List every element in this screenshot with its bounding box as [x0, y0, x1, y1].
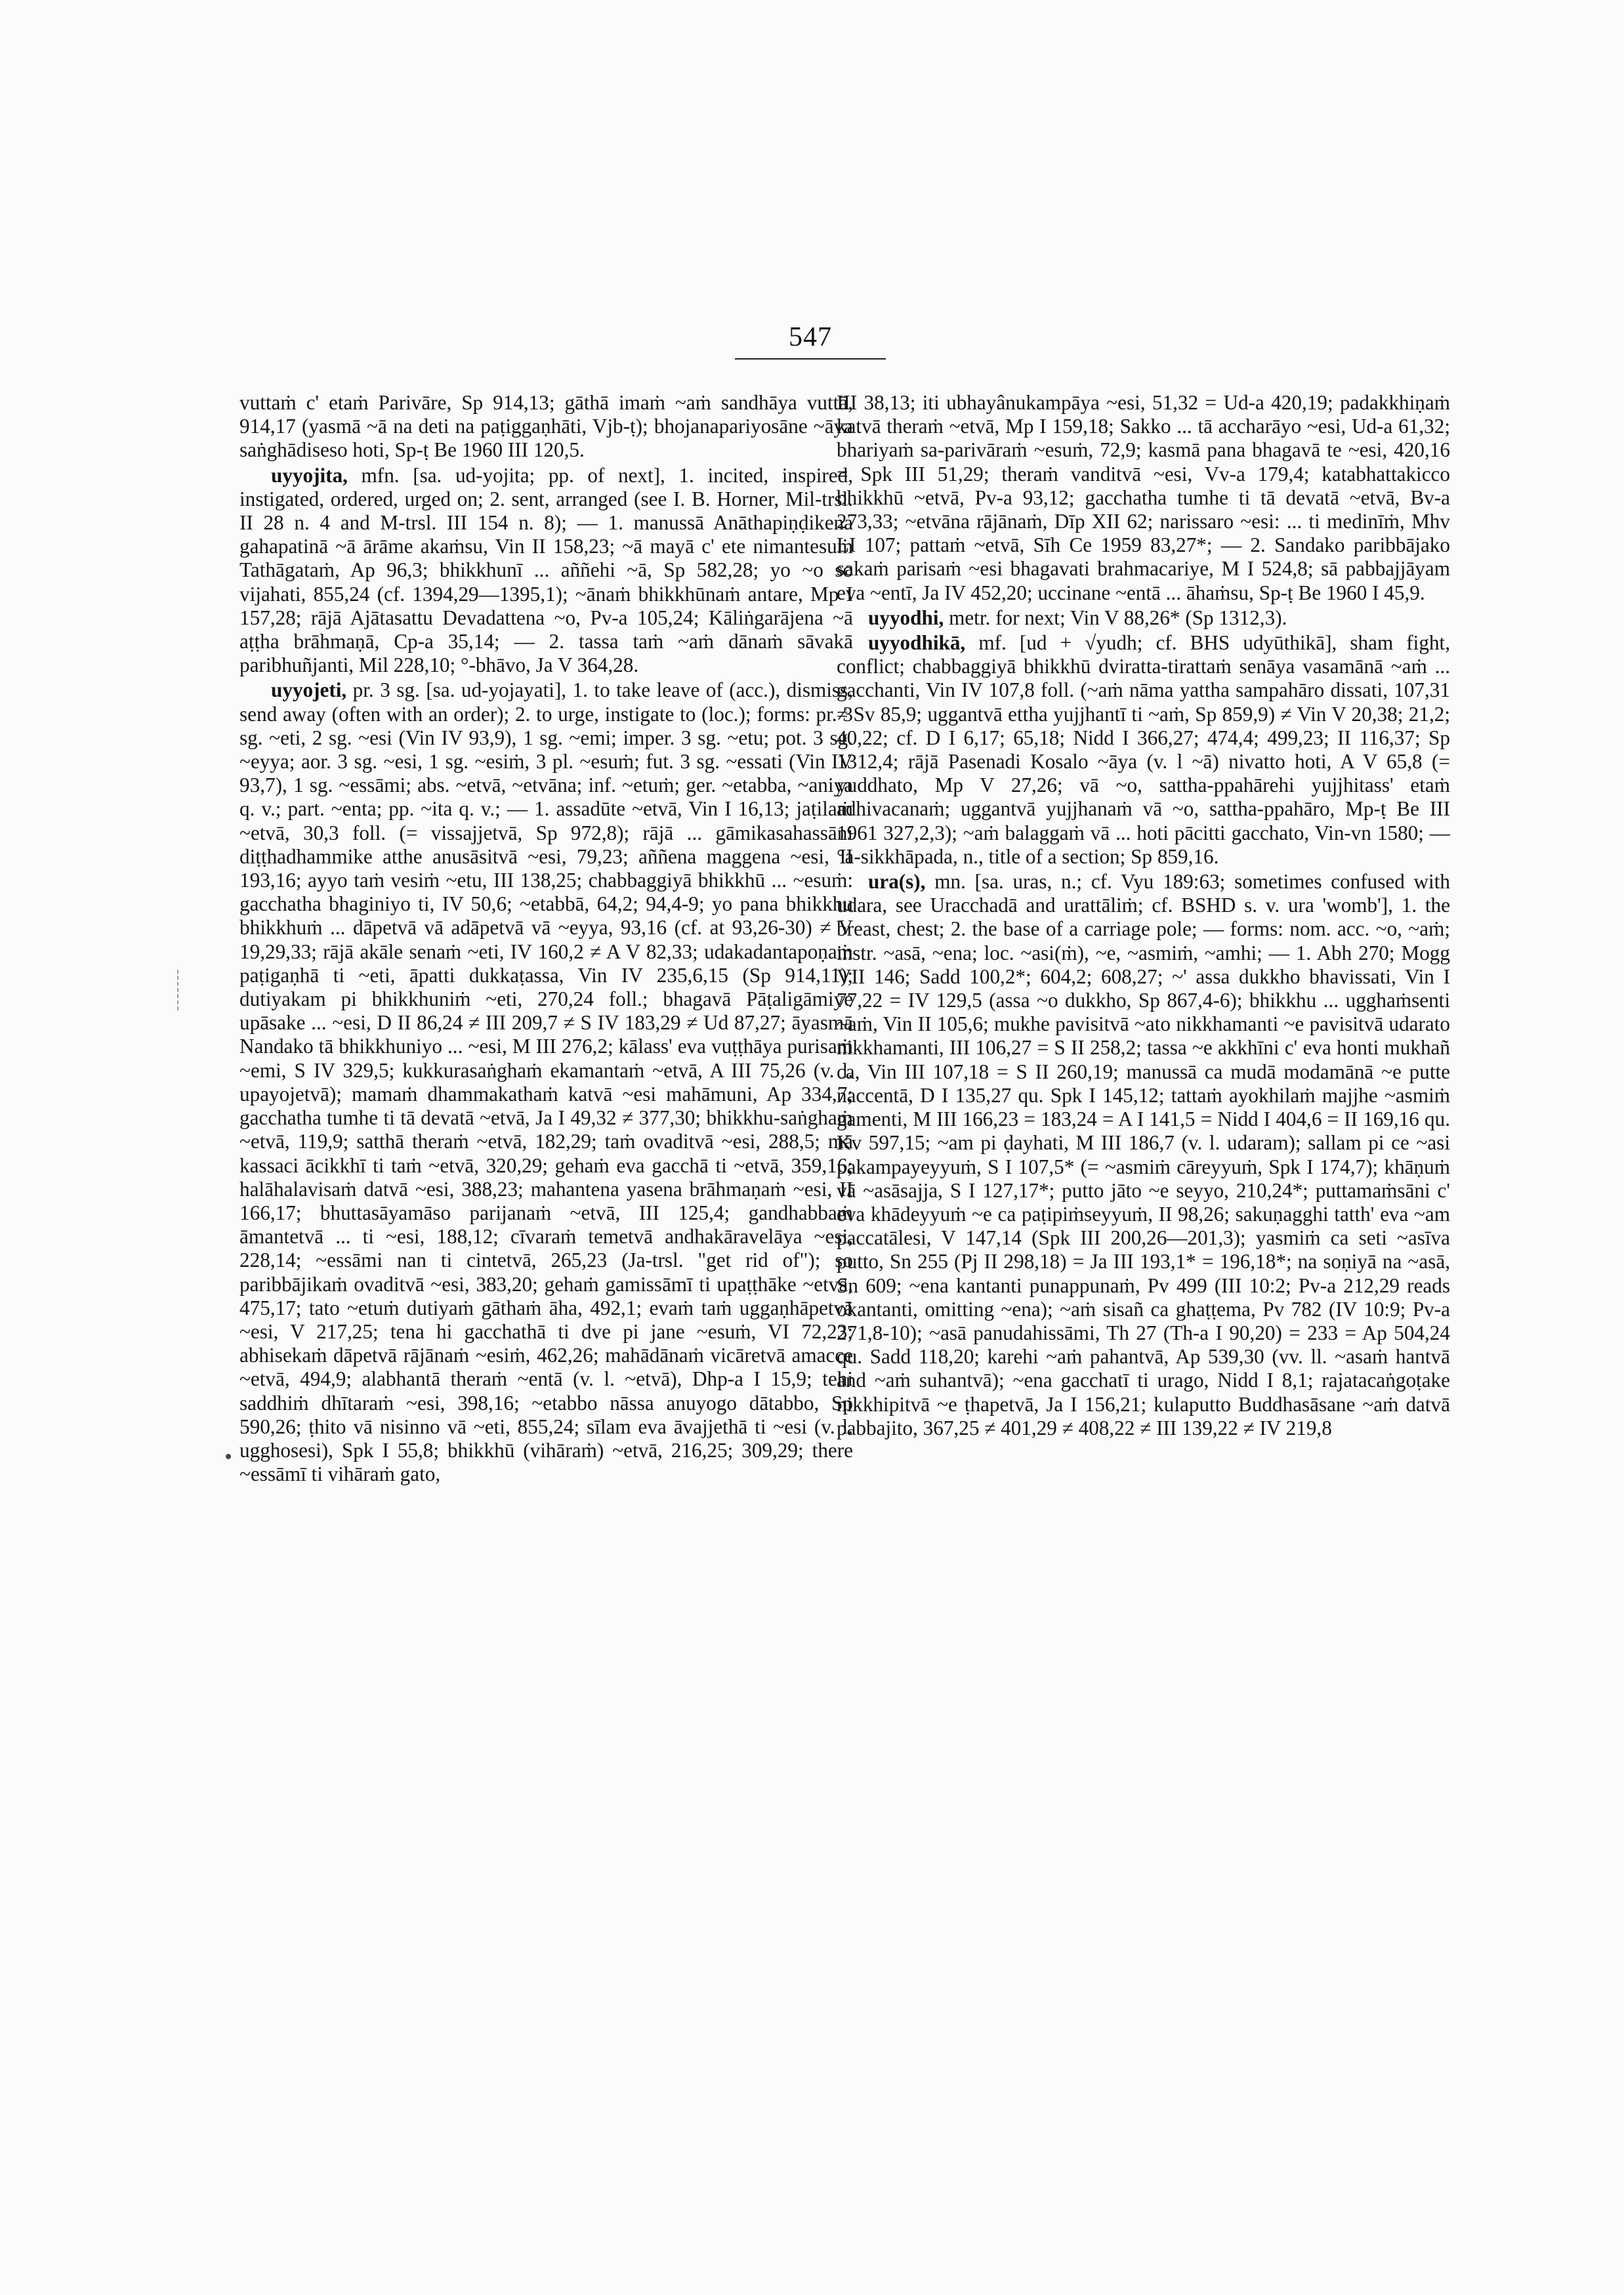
entry-text: III 38,13; iti ubhayânukampāya ~esi, 51,32 = Ud-a 420,19; padakkhiṇaṁ katvā theraṁ ~etvā, Mp I 159,18; Sakko ... tā accharāyo ~esi, Ud-a 61,32; bhariyaṁ sa-parivāraṁ ~esuṁ, 72,9; kasmā pana bhagavā te ~esi, 420,16 = Spk III 51,29; theraṁ vanditvā ~esi, Vv-a 179,4; katabhattakicco bhikkhū ~etvā, Pv-a 93,12; gacchatha tumhe ti tā devatā ~etvā, Bv-a 273,33; ~etvāna rājānaṁ, Dīp XII 62; narissaro ~esi: ... ti medinīṁ, Mhv LI 107; pattaṁ ~etvā, Sīh Ce 1959 83,27*; — 2. Sandako paribbājako sakaṁ parisaṁ ~esi bhagavati brahmacariye, M I 524,8; sā pabbajjāyam eva ~entī, Ja IV 452,20; uccinane ~entā ... āhaṁsu, Sp-ṭ Be 1960 I 45,9. [837, 391, 1450, 604]
entry-text: metr. for next; Vin V 88,26* (Sp 1312,3). [944, 606, 1287, 629]
entry-headword: uyyodhikā, [868, 631, 966, 655]
entry-text: mn. [sa. uras, n.; cf. Vyu 189:63; sometimes confused with udara, see Uracchadā and urattāliṁ; cf. BSHD s. v. ura 'womb'], 1. the breast, chest; 2. the base of a carriage pole; — forms: nom. acc. ~o, ~aṁ; instr. ~asā, ~ena; loc. ~asi(ṁ), ~e, ~asmiṁ, ~amhi; — 1. Abh 270; Mogg VII 146; Sadd 100,2*; 604,2; 608,27; ~' assa dukkho bhavissati, Vin I 77,22 = IV 129,5 (assa ~o dukkho, Sp 867,4-6); bhikkhu ... ugghaṁsenti ~aṁ, Vin II 105,6; mukhe pavisitvā ~ato nikkhamanti ~e pavisitvā udarato nikkhamanti, III 106,27 = S II 258,2; tassa ~e akkhīni c' eva honti mukhañ ca, Vin III 107,18 = S II 260,19; manussā ca mudā modamānā ~e putte naccentā, D I 135,27 qu. Spk I 145,12; tattaṁ ayokhilaṁ majjhe ~asmiṁ gamenti, M III 166,23 = 183,24 = A I 141,5 = Nidd I 404,6 = II 169,16 qu. Kv 597,15; ~am pi ḍayhati, M III 186,7 (v. l. udaram); sallam pi ce ~asi pakampayeyyuṁ, S I 107,5* (= ~asmiṁ cāreyyuṁ, Spk I 174,7); khāṇuṁ vā ~asāsajja, S I 127,17*; putto jāto ~e seyyo, 210,24*; puttamaṁsāni c' eva khādeyyuṁ ~e ca paṭipiṁseyyuṁ, II 98,26; sakuṇagghi tatth' eva ~am paccatālesi, V 147,14 (Spk III 200,26—201,3); yasmiṁ ca seti ~asīva putto, Sn 255 (Pj II 298,18) = Ja III 193,1* = 196,18*; na soṇiyā na ~asā, Sn 609; ~ena kantanti punappunaṁ, Pv 499 (III 10:2; Pv-a 212,29 reads okantanti, omitting ~ena); ~aṁ sisañ ca ghaṭṭema, Pv 782 (IV 10:9; Pv-a 271,8-10); ~asā panudahissāmi, Th 27 (Th-a I 90,20) = 233 = Ap 504,24 qu. Sadd 118,20; karehi ~aṁ pahantvā, Ap 539,30 (vv. ll. ~asaṁ hantvā and ~aṁ suhantvā); ~ena gacchatī ti urago, Nidd I 8,1; rajatacaṅgoṭake nikkhipitvā ~e ṭhapetvā, Ja I 156,21; kulaputto Buddhasāsane ~aṁ datvā pabbajito, 367,25 ≠ 401,29 ≠ 408,22 ≠ III 139,22 ≠ IV 219,8 [837, 870, 1450, 1439]
entry-text: mf. [ud + √yudh; cf. BHS udyūthikā], sham fight, conflict; chabbaggiyā bhikkhū dviratta-tirattaṁ senāya vasamānā ~aṁ ... gacchanti, Vin IV 107,8 foll. (~aṁ nāma yattha sampahāro dissati, 107,31 ≠ Sv 85,9; uggantvā ettha yujjhantī ti ~aṁ, Sp 859,9) ≠ Vin V 20,38; 21,2; 40,22; cf. D I 6,17; 65,18; Nidd I 366,27; 474,4; 499,23; II 116,37; Sp 1312,4; rājā Pasenadi Kosalo ~āya (v. l ~ā) nivatto hoti, A V 65,8 (= yuddhato, Mp V 27,26; vā ~o, sattha-ppahārehi yujjhitass' etaṁ adhivacanaṁ; uggantvā yujjhanaṁ vā ~o, sattha-ppahāro, Mp-ṭ Be III 1961 327,2,3); ~aṁ balaggaṁ vā ... hoti pācitti gacchato, Vin-vn 1580; — °a-sikkhāpada, n., title of a section; Sp 859,16. [837, 631, 1450, 868]
dictionary-entry [837, 631, 1450, 869]
entry-text: mfn. [sa. ud-yojita; pp. of next], 1. incited, inspired, instigated, ordered, urged on; 2. sent, arranged (see I. B. Horner, Mil-trsl. II 28 n. 4 and M-trsl. III 154 n. 8); — 1. manussā Anāthapiṇḍikena gahapatinā ~ā ārāme akaṁsu, Vin II 158,23; ~ā mayā c' ete nimantesuṁ Tathāgataṁ, Ap 96,3; bhikkhunī ... aññehi ~ā, Sp 582,28; yo ~o so vijahati, 855,24 (cf. 1394,29—1395,1); ~ānaṁ bhikkhūnaṁ antare, Mp I 157,28; rājā Ajātasattu Devadattena ~o, Pv-a 105,24; Kāliṅgarājena ~ā aṭṭha brāhmaṇā, Cp-a 35,14; — 2. tassa taṁ ~aṁ dānaṁ sāvakā paribhuñjanti, Mil 228,10; °-bhāvo, Ja V 364,28. [239, 463, 853, 677]
header-rule [735, 358, 886, 360]
dictionary-entry [837, 391, 1450, 605]
entry-headword: uyyojita, [271, 463, 348, 487]
dictionary-entry [837, 870, 1450, 1440]
entry-headword: uyyodhi, [868, 606, 944, 629]
entry-text: pr. 3 sg. [sa. ud-yojayati], 1. to take leave of (acc.), dismiss, send away (often with an order); 2. to urge, instigate to (loc.); forms: pr. 3 sg. ~eti, 2 sg. ~esi (Vin IV 93,9), 1 sg. ~emi; imper. 3 sg. ~etu; pot. 3 sg. ~eyya; aor. 3 sg. ~esi, 1 sg. ~esiṁ, 3 pl. ~esuṁ; fut. 3 sg. ~essati (Vin IV 93,7), 1 sg. ~essāmi; abs. ~etvā, ~etvāna; inf. ~etuṁ; ger. ~etabba, ~aniya q. v.; part. ~enta; pp. ~ita q. v.; — 1. assadūte ~etvā, Vin I 16,13; jaṭilaṁ ~etvā, 30,3 foll. (= vissajjetvā, Sp 972,8); rājā ... gāmikasahassāni diṭṭhadhammike atthe anusāsitvā ~esi, 79,23; aññena maggena ~esi, II 193,16; ayyo taṁ vesiṁ ~etu, III 138,25; chabbaggiyā bhikkhū ... ~esuṁ: gacchatha bhaginiyo ti, IV 50,6; ~etabbā, 64,2; 94,4-9; yo pana bhikkhu bhikkhuṁ ... dāpetvā vā adāpetvā vā ~eyya, 93,16 (cf. at 93,26-30) ≠ V 19,29,33; rājā akāle senaṁ ~eti, IV 160,2 ≠ A V 82,33; udakadantapoṇaṁ paṭigaṇhā ti ~eti, āpatti dukkaṭassa, Vin IV 235,6,15 (Sp 914,11); dutiyakam pi bhikkhuniṁ ~eti, 270,24 foll.; bhagavā Pāṭaligāmiye upāsake ... ~esi, D II 86,24 ≠ III 209,7 ≠ S IV 183,29 ≠ Ud 87,27; āyasmā Nandako tā bhikkhuniyo ... ~esi, M III 276,2; kālass' eva vuṭṭhāya purisaṁ ~emi, S IV 329,5; kukkurasaṅghaṁ ekamantaṁ ~etvā, A III 75,26 (v. l. upayojetvā); mamaṁ dhammakathaṁ katvā ~esi mahāmuni, Ap 334,7; gacchatha tumhe ti tā devatā ~etvā, Ja I 49,32 ≠ 377,30; bhikkhu-saṅghaṁ ~etvā, 119,9; satthā theraṁ ~etvā, 182,29; taṁ ovaditvā ~esi, 288,5; mā kassaci ācikkhī ti taṁ ~etvā, 320,29; gehaṁ eva gacchā ti ~etvā, 359,16; halāhalavisaṁ datvā ~esi, 388,23; mahantena yasena brāhmaṇaṁ ~esi, II 166,17; bhuttasāyamāso parijanaṁ ~etvā, III 125,4; gandhabbaṁ āmantetvā ... ti ~esi, 188,12; cīvaraṁ temetvā andhakāravelāya ~esi, 228,14; ~essāmi nan ti cintetvā, 265,23 (Ja-trsl. "get rid of"); so paribbājikaṁ ovaditvā ~esi, 383,20; gehaṁ gamissāmī ti upaṭṭhāke ~etvā, 475,17; tato ~etuṁ dutiyaṁ gāthaṁ āha, 492,1; evaṁ taṁ uggaṇhāpetvā ~esi, V 217,25; tena hi gacchathā ti dve pi jane ~esuṁ, VI 72,23; abhisekaṁ dāpetvā rājānaṁ ~esiṁ, 462,26; mahādānaṁ vicāretvā amacce ~etvā, 494,9; alabhantā theraṁ ~entā (v. l. ~etvā), Dhp-a I 15,9; tehi saddhiṁ dhītaraṁ ~esi, 398,16; ~etabbo nāssa anuyogo dātabbo, Sp 590,26; ṭhito vā nisinno vā ~eti, 855,24; sīlam eva āvajjethā ti ~esi (v. l. ugghosesi), Spk I 55,8; bhikkhū (vihāraṁ) ~etvā, 216,25; 309,29; there ~essāmī ti vihāraṁ gato, [239, 678, 853, 1486]
dictionary-entry [239, 678, 853, 1486]
right-column [837, 391, 1450, 1440]
entry-text: vuttaṁ c' etaṁ Parivāre, Sp 914,13; gāthā imaṁ ~aṁ sandhāya vuttā, 914,17 (yasmā ~ā na deti na paṭiggaṇhāti, Vjb-ṭ); bhojanapariyosāne ~āya saṅghādiseso hoti, Sp-ṭ Be 1960 III 120,5. [239, 391, 853, 462]
page-number: 547 [789, 322, 832, 352]
dictionary-entry [239, 391, 853, 463]
dictionary-entry [239, 464, 853, 678]
left-column [239, 391, 853, 1486]
entry-headword: uyyojeti, [271, 678, 347, 702]
entry-headword: ura(s), [868, 870, 926, 894]
margin-mark [177, 970, 180, 1010]
dictionary-entry [837, 606, 1450, 630]
margin-dot [226, 1454, 231, 1459]
